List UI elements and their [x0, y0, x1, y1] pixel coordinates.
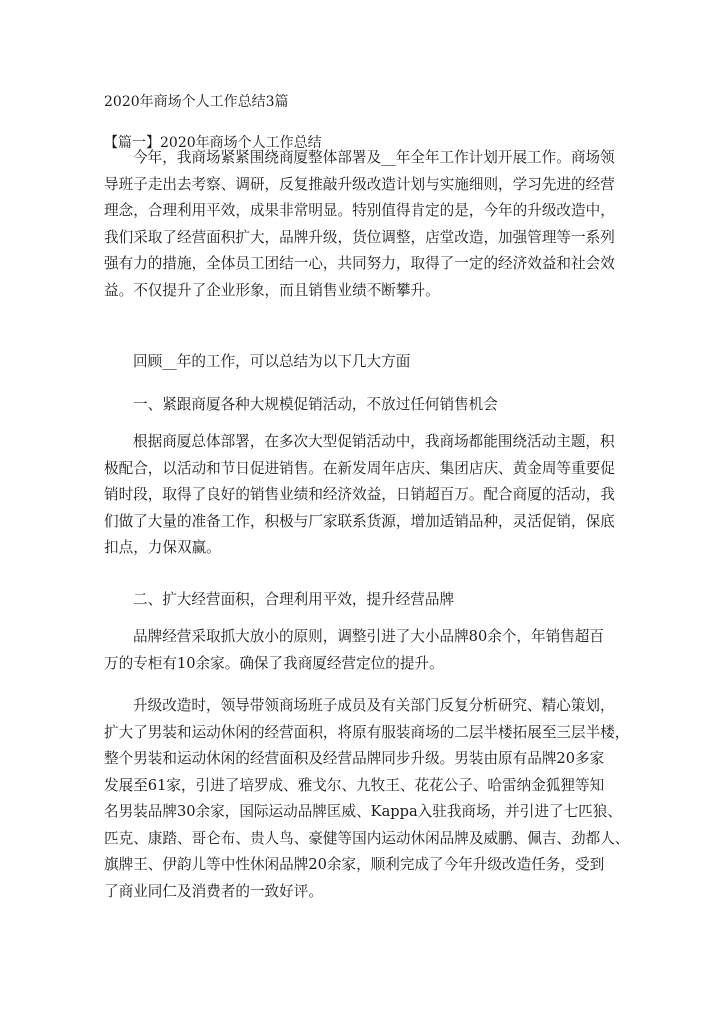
paragraph-line: 理念，合理利用平效，成果非常明显。特别值得肯定的是，今年的升级改造中，: [104, 202, 615, 219]
paragraph-line: 发展至61家，引进了培罗成、雅戈尔、九牧王、花花公子、哈雷纳金狐狸等知: [104, 776, 605, 794]
paragraph-3: [104, 624, 612, 677]
paragraph-line: 扩大了男装和运动休闲的经营面积，将原有服装商场的二层半楼拓展至三层半楼，: [104, 723, 630, 741]
section-title: 【篇一】2020年商场个人工作总结: [104, 135, 322, 151]
paragraph-line: 了商业同仁及消费者的一致好评。: [104, 882, 323, 900]
paragraph-line: 们做了大量的准备工作，积极与厂家联系货源，增加适销品种，灵活促销，保底: [104, 512, 615, 530]
paragraph-line: 导班子走出去考察、调研，反复推敲升级改造计划与实施细则，学习先进的经营: [104, 175, 615, 193]
paragraph-line: 我们采取了经营面积扩大，品牌升级，货位调整，店堂改造，加强管理等一系列: [104, 228, 615, 246]
paragraph-line: 名男装品牌30余家，国际运动品牌匡威、Kappa入驻我商场，并引进了七匹狼、: [104, 803, 622, 820]
paragraph-4: [104, 693, 630, 905]
paragraph-line: 万的专柜有10余家。确保了我商厦经营定位的提升。: [104, 654, 444, 672]
paragraph-line: 旗牌王、伊韵儿等中性休闲品牌20余家，顺利完成了今年升级改造任务，受到: [104, 856, 605, 873]
paragraph-line: 益。不仅提升了企业形象，而且销售业绩不断攀升。: [104, 281, 440, 299]
subheading-1: 一、紧跟商厦各种大规模促销活动，不放过任何销售机会: [133, 396, 498, 413]
paragraph-1: [104, 145, 615, 304]
paragraph-line: 强有力的措施，全体员工团结一心，共同努力，取得了一定的经济效益和社会效: [104, 255, 615, 272]
paragraph-2: [104, 429, 615, 562]
paragraph-line: 扣点，力保双赢。: [104, 539, 221, 556]
paragraph-line: 品牌经营采取抓大放小的原则，调整引进了大小品牌80余个，年销售超百: [133, 628, 604, 645]
paragraph-line: 根据商厦总体部署，在多次大型促销活动中，我商场都能围绕活动主题，积: [133, 433, 615, 450]
review-line: 回顾__年的工作，可以总结为以下几大方面: [133, 353, 411, 370]
paragraph-line: 今年，我商场紧紧围绕商厦整体部署及__年全年工作计划开展工作。商场领: [133, 149, 615, 166]
paragraph-line: 极配合，以活动和节日促进销售。在新发周年店庆、集团店庆、黄金周等重要促: [104, 459, 615, 477]
paragraph-line: 整个男装和运动休闲的经营面积及经营品牌同步升级。男装由原有品牌20多家: [104, 750, 605, 767]
document-title: 2020年商场个人工作总结3篇: [104, 94, 289, 110]
subheading-2: 二、扩大经营面积，合理利用平效，提升经营品牌: [133, 591, 455, 608]
paragraph-line: 销时段，取得了良好的销售业绩和经济效益，日销超百万。配合商厦的活动，我: [104, 486, 615, 503]
paragraph-line: 匹克、康踏、哥仑布、贵人鸟、豪健等国内运动休闲品牌及威鹏、佩吉、劲都人、: [104, 829, 630, 847]
paragraph-line: 升级改造时，领导带领商场班子成员及有关部门反复分析研究、精心策划，: [133, 697, 615, 714]
